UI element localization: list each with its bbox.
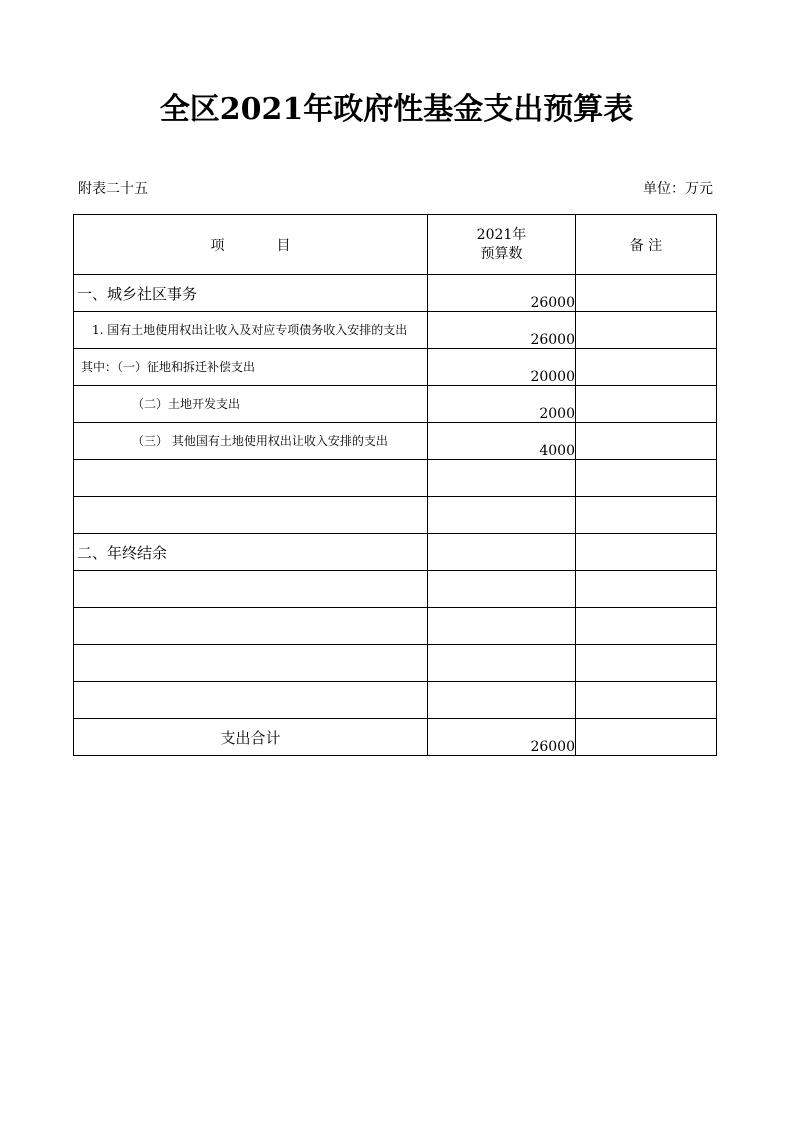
header-item-b: 目 — [276, 237, 291, 254]
row-amount: 26000 — [428, 275, 576, 312]
unit-label: 单位：万元 — [643, 181, 713, 197]
header-item-a: 项 — [210, 237, 225, 254]
attachment-label: 附表二十五 — [78, 181, 148, 197]
row-item: 其中：（一）征地和拆迁补偿支出 — [74, 349, 428, 386]
row-note — [576, 423, 717, 460]
row-item — [74, 645, 428, 682]
table-row — [74, 534, 717, 571]
row-amount — [428, 460, 576, 497]
row-note — [576, 349, 717, 386]
table-row — [74, 682, 717, 719]
table-row — [74, 386, 717, 423]
row-amount: 2000 — [428, 386, 576, 423]
table-row — [74, 423, 717, 460]
header-item — [74, 215, 428, 275]
row-item: 1. 国有土地使用权出让收入及对应专项债务收入安排的支出 — [74, 312, 428, 349]
header-note: 备 注 — [576, 215, 717, 275]
row-note — [576, 571, 717, 608]
row-note — [576, 534, 717, 571]
row-item: 一、城乡社区事务 — [74, 275, 428, 312]
row-note — [576, 608, 717, 645]
table-row — [74, 349, 717, 386]
row-item — [74, 608, 428, 645]
header-budget — [428, 215, 576, 275]
table-row — [74, 312, 717, 349]
total-amount: 26000 — [428, 719, 576, 756]
header-budget-line2: 预算数 — [480, 245, 523, 262]
row-amount — [428, 497, 576, 534]
row-note — [576, 497, 717, 534]
table-row — [74, 571, 717, 608]
row-item — [74, 682, 428, 719]
row-note — [576, 645, 717, 682]
row-amount — [428, 571, 576, 608]
row-item — [74, 460, 428, 497]
row-amount: 4000 — [428, 423, 576, 460]
row-note — [576, 386, 717, 423]
row-note — [576, 460, 717, 497]
row-item: 二、年终结余 — [74, 534, 428, 571]
page-title: 全区2021年政府性基金支出预算表 — [159, 92, 634, 127]
table-total-row — [74, 719, 717, 756]
table-row — [74, 497, 717, 534]
table-row — [74, 460, 717, 497]
row-amount — [428, 645, 576, 682]
table-row — [74, 608, 717, 645]
row-note — [576, 682, 717, 719]
table-row — [74, 645, 717, 682]
row-amount: 26000 — [428, 312, 576, 349]
total-label: 支出合计 — [74, 719, 428, 756]
total-note — [576, 719, 717, 756]
row-note — [576, 275, 717, 312]
row-note — [576, 312, 717, 349]
row-amount: 20000 — [428, 349, 576, 386]
budget-table — [73, 214, 717, 756]
row-item — [74, 571, 428, 608]
table-header-row — [74, 215, 717, 275]
row-amount — [428, 608, 576, 645]
header-budget-line1: 2021年 — [476, 226, 527, 243]
row-item — [74, 497, 428, 534]
row-item: （三） 其他国有土地使用权出让收入安排的支出 — [74, 423, 428, 460]
table-row — [74, 275, 717, 312]
row-amount — [428, 534, 576, 571]
row-amount — [428, 682, 576, 719]
row-item: （二）土地开发支出 — [74, 386, 428, 423]
